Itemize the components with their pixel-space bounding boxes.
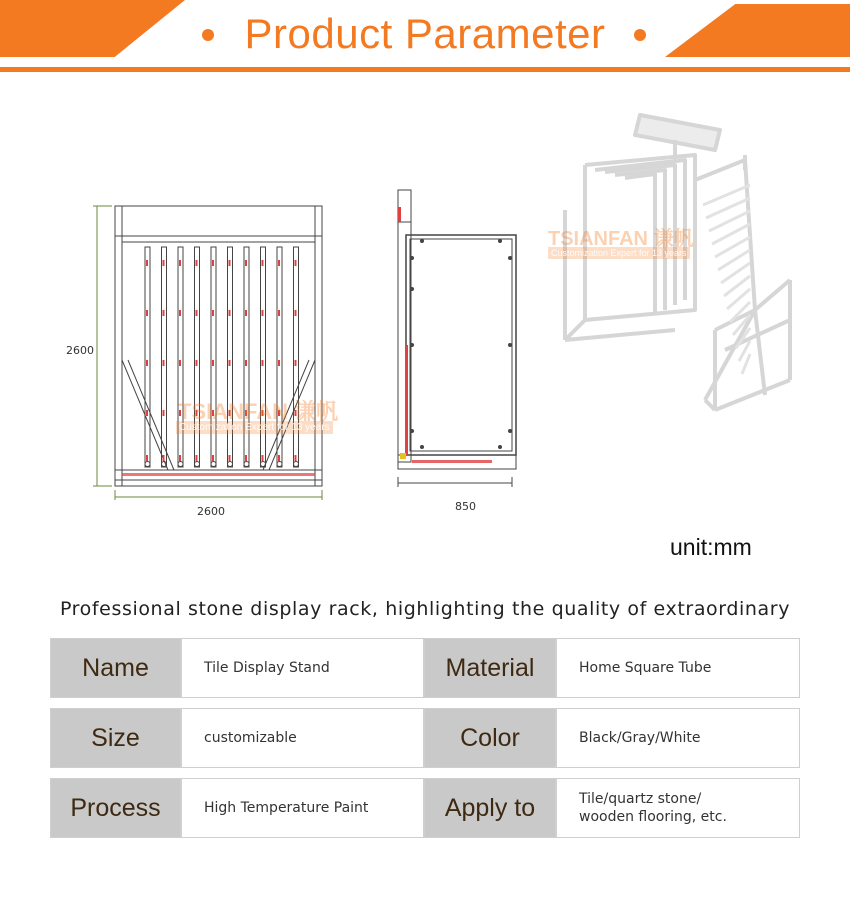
spec-value: Black/Gray/White [556, 708, 800, 768]
isometric-view-drawing [555, 110, 805, 420]
side-depth-label: 850 [455, 500, 476, 513]
spec-label: Size [50, 708, 181, 768]
watermark-tagline-iso: Customization Expert for 13 years [548, 247, 690, 259]
product-drawings [0, 100, 850, 540]
spec-value: Tile Display Stand [181, 638, 424, 698]
spec-label: Name [50, 638, 181, 698]
spec-table [50, 638, 800, 848]
spec-row [50, 778, 800, 838]
spec-label: Apply to [424, 778, 556, 838]
spec-label: Color [424, 708, 556, 768]
watermark-tagline-front: Customization Expert for 13 years [176, 421, 333, 434]
spec-value: Tile/quartz stone/ wooden flooring, etc. [556, 778, 800, 838]
unit-label: unit:mm [670, 534, 752, 560]
watermark-brand-iso: TSIANFAN 谦帆 [548, 228, 694, 250]
spec-label: Material [424, 638, 556, 698]
spec-value: High Temperature Paint [181, 778, 424, 838]
spec-label: Process [50, 778, 181, 838]
page-title: Product Parameter [244, 10, 606, 57]
spec-row [50, 708, 800, 768]
front-width-label: 2600 [197, 505, 225, 518]
product-tagline: Professional stone display rack, highlighting the quality of extraordinary [59, 598, 791, 620]
spec-value: Home Square Tube [556, 638, 800, 698]
front-view-drawing [90, 200, 340, 510]
header [0, 0, 850, 76]
front-height-label: 2600 [66, 344, 94, 357]
spec-row [50, 638, 800, 698]
watermark-brand-front: TSIANFAN 谦帆 [178, 399, 339, 424]
header-rule [0, 67, 850, 72]
spec-value: customizable [181, 708, 424, 768]
side-view-drawing [392, 185, 522, 505]
